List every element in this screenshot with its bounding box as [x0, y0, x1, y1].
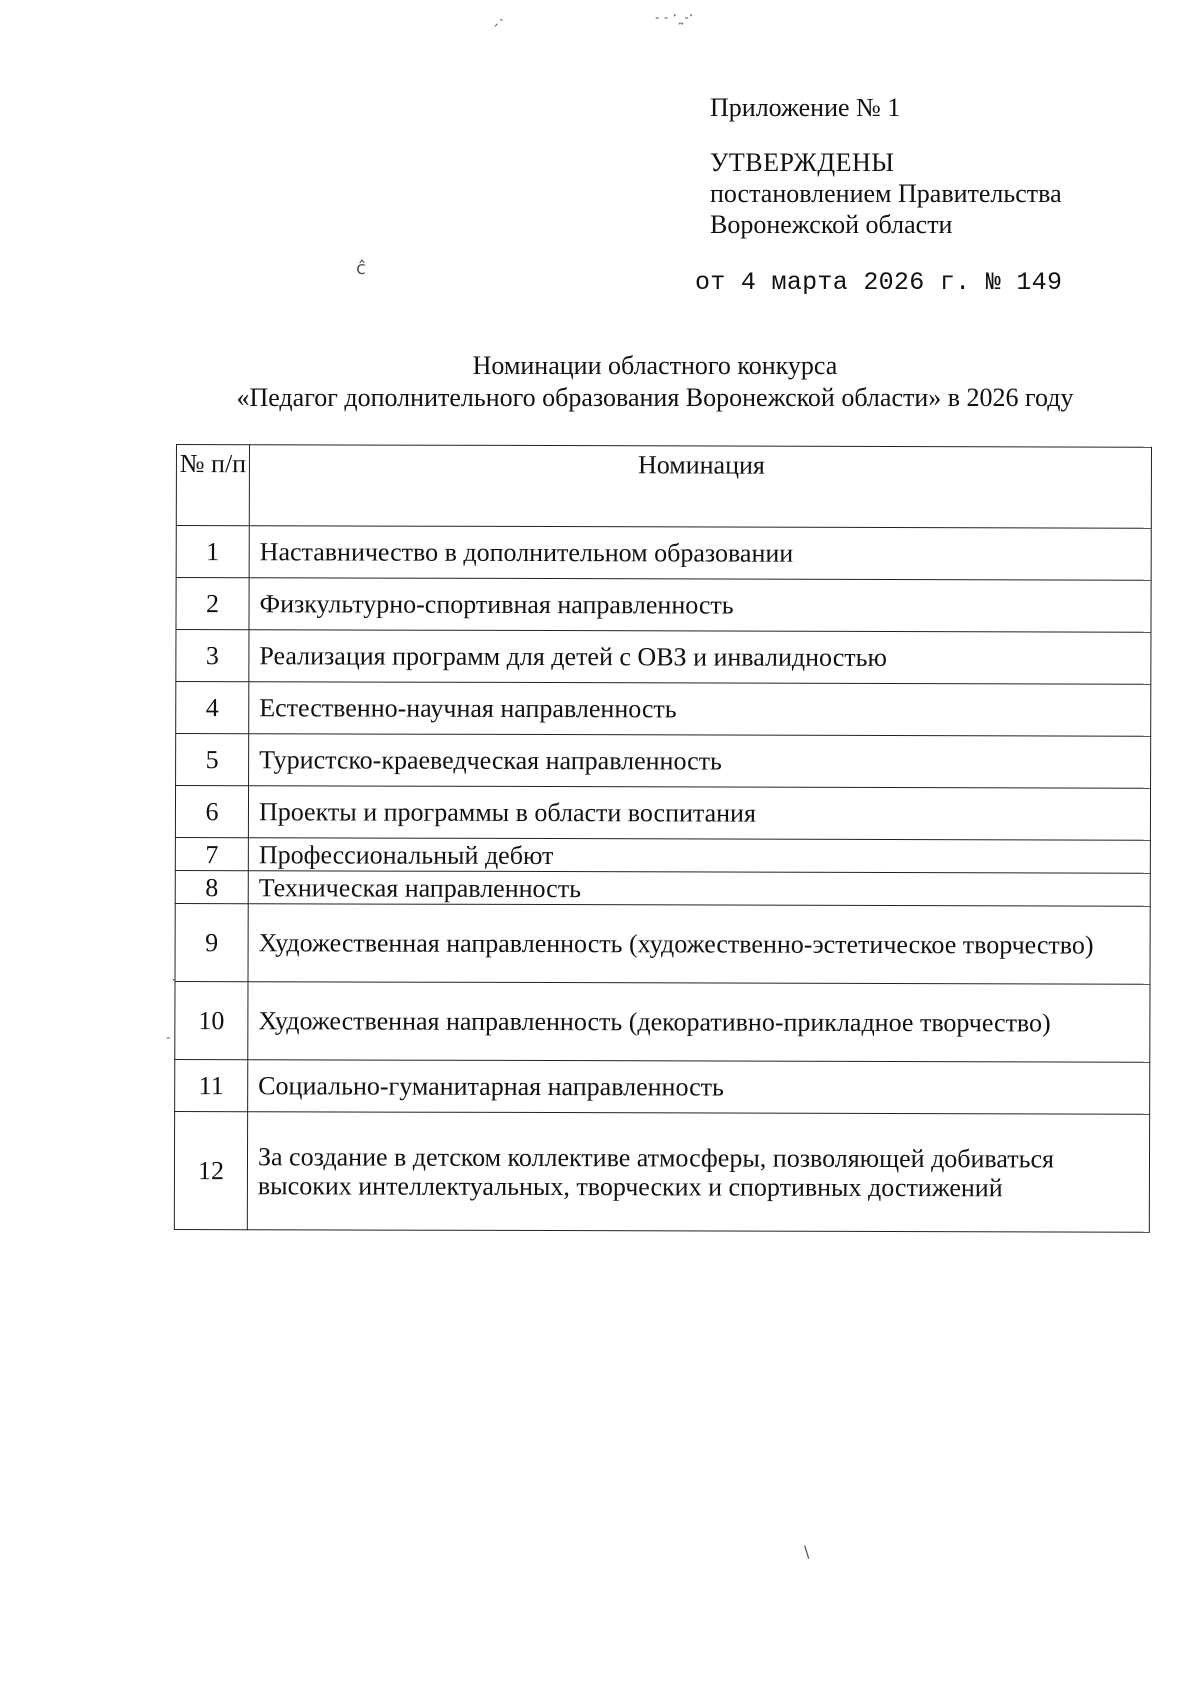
row-number: 6: [175, 786, 248, 838]
row-nomination: Социально-гуманитарная направленность: [248, 1060, 1150, 1115]
row-number: 10: [175, 981, 248, 1059]
row-nomination: Туристско-краеведческая направленность: [249, 734, 1151, 789]
table-row: [176, 578, 1151, 633]
title-line-1: Номинации областного конкурса: [472, 351, 838, 380]
table-row: [176, 734, 1151, 789]
table-row: [175, 870, 1150, 906]
row-number: 5: [176, 734, 249, 786]
table-row: [176, 526, 1151, 581]
table-row: [176, 630, 1151, 685]
row-nomination: Художественная направленность (декоративно-прикладное творчество): [248, 982, 1150, 1063]
nominations-table: [174, 444, 1152, 1233]
scan-speck: ˏ˴: [492, 11, 504, 27]
document-title: [150, 350, 1160, 414]
table-row: [174, 1111, 1149, 1232]
scan-speck: \: [804, 1542, 810, 1561]
scan-speck: ˙: [170, 978, 177, 994]
header-number: № п/п: [176, 445, 249, 526]
scan-speck: ˗: [166, 1030, 171, 1046]
row-number: 7: [175, 837, 248, 870]
row-number: 1: [176, 526, 249, 578]
row-nomination: Проекты и программы в области воспитания: [248, 786, 1150, 841]
row-nomination: За создание в детском коллективе атмосферы, позволяющей добиваться высоких интеллектуальных, творческих и спортивных достижений: [247, 1112, 1149, 1233]
table-row: [175, 981, 1150, 1062]
row-number: 3: [176, 630, 249, 682]
decree-date: от 4 марта 2026 г. № 149: [695, 268, 1063, 297]
decree-line-1: постановлением Правительства: [710, 179, 1062, 208]
row-nomination: Естественно-научная направленность: [249, 682, 1151, 737]
title-line-2: «Педагог дополнительного образования Воронежской области» в 2026 году: [236, 383, 1074, 412]
row-nomination: Физкультурно-спортивная направленность: [249, 578, 1151, 633]
table-row: [176, 682, 1151, 737]
table-row: [175, 837, 1150, 873]
row-nomination: Художественная направленность (художественно-эстетическое творчество): [248, 904, 1150, 985]
table-row: [175, 903, 1150, 984]
appendix-label: Приложение № 1: [710, 93, 901, 122]
row-number: 2: [176, 578, 249, 630]
decree-line-2: Воронежской области: [710, 210, 953, 239]
row-number: 8: [175, 870, 248, 903]
row-number: 9: [175, 903, 248, 981]
approval-block: [710, 92, 1170, 240]
table-row: [175, 786, 1150, 841]
header-nomination: Номинация: [249, 445, 1151, 529]
scan-speck: ˗ ˗ ˑ˷˗ˑ: [655, 10, 694, 26]
row-nomination: Наставничество в дополнительном образовании: [249, 526, 1151, 581]
row-nomination: Реализация программ для детей с ОВЗ и инвалидностью: [249, 630, 1151, 685]
row-number: 12: [174, 1111, 247, 1229]
row-number: 4: [176, 682, 249, 734]
scan-speck: ĉ: [356, 258, 366, 279]
table-row: [175, 1059, 1150, 1114]
row-nomination: Профессиональный дебют: [248, 838, 1150, 874]
approved-heading: УТВЕРЖДЕНЫ: [710, 148, 895, 177]
row-nomination: Техническая направленность: [248, 871, 1150, 907]
row-number: 11: [175, 1059, 248, 1111]
table-header-row: [176, 445, 1151, 529]
